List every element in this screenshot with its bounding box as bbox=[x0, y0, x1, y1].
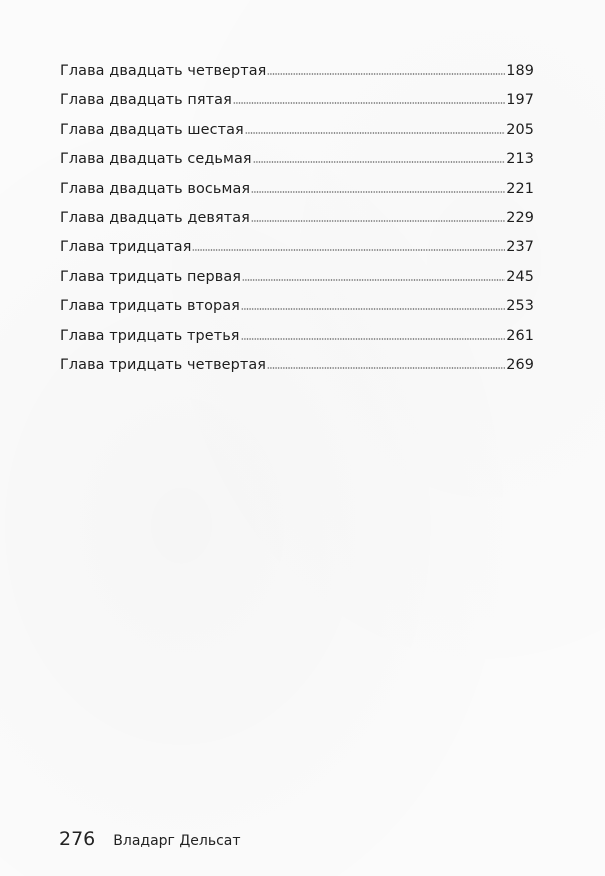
toc-dot-leader bbox=[192, 249, 505, 251]
toc-entry-title: Глава двадцать седьмая bbox=[60, 151, 252, 168]
toc-dot-leader bbox=[245, 132, 505, 134]
table-of-contents bbox=[60, 63, 534, 386]
toc-dot-leader bbox=[241, 308, 505, 310]
toc-dot-leader bbox=[242, 279, 505, 281]
toc-entry bbox=[60, 151, 534, 180]
toc-entry-title: Глава двадцать шестая bbox=[60, 121, 244, 138]
toc-entry bbox=[60, 328, 534, 357]
toc-entry-page: 205 bbox=[506, 121, 534, 138]
toc-entry-page: 269 bbox=[506, 356, 534, 373]
toc-entry-page: 189 bbox=[506, 63, 534, 79]
toc-entry bbox=[60, 63, 534, 92]
page-number: 276 bbox=[59, 828, 96, 850]
toc-dot-leader bbox=[241, 338, 506, 340]
toc-entry-title: Глава тридцать вторая bbox=[60, 298, 240, 315]
toc-entry-page: 221 bbox=[506, 180, 534, 197]
toc-entry-page: 237 bbox=[506, 239, 534, 256]
toc-entry-page: 253 bbox=[506, 298, 534, 315]
toc-dot-leader bbox=[251, 191, 505, 193]
page-footer bbox=[59, 828, 241, 850]
toc-entry bbox=[60, 269, 534, 298]
toc-entry bbox=[60, 92, 534, 121]
toc-entry-title: Глава двадцать четвертая bbox=[60, 63, 267, 79]
toc-entry bbox=[60, 210, 534, 239]
toc-entry bbox=[60, 181, 534, 210]
toc-dot-leader bbox=[233, 102, 505, 104]
toc-entry-title: Глава двадцать пятая bbox=[60, 92, 232, 109]
running-author: Владарг Дельсат bbox=[113, 833, 241, 849]
toc-dot-leader bbox=[267, 73, 505, 75]
toc-entry-title: Глава тридцатая bbox=[60, 239, 192, 256]
toc-dot-leader bbox=[267, 367, 505, 369]
toc-entry-title: Глава тридцать четвертая bbox=[60, 356, 267, 373]
toc-entry-page: 261 bbox=[506, 327, 534, 344]
toc-entry bbox=[60, 357, 534, 386]
toc-entry-title: Глава тридцать третья bbox=[60, 327, 240, 344]
toc-entry-title: Глава тридцать первая bbox=[60, 268, 241, 285]
toc-entry bbox=[60, 298, 534, 327]
toc-dot-leader bbox=[251, 220, 505, 222]
toc-entry-page: 245 bbox=[506, 268, 534, 285]
toc-entry-title: Глава двадцать девятая bbox=[60, 209, 250, 226]
toc-entry bbox=[60, 122, 534, 151]
toc-entry-title: Глава двадцать восьмая bbox=[60, 180, 251, 197]
toc-entry-page: 213 bbox=[506, 151, 534, 168]
toc-entry-page: 229 bbox=[506, 209, 534, 226]
toc-entry-page: 197 bbox=[506, 92, 534, 109]
toc-dot-leader bbox=[253, 161, 506, 163]
toc-entry bbox=[60, 239, 534, 268]
